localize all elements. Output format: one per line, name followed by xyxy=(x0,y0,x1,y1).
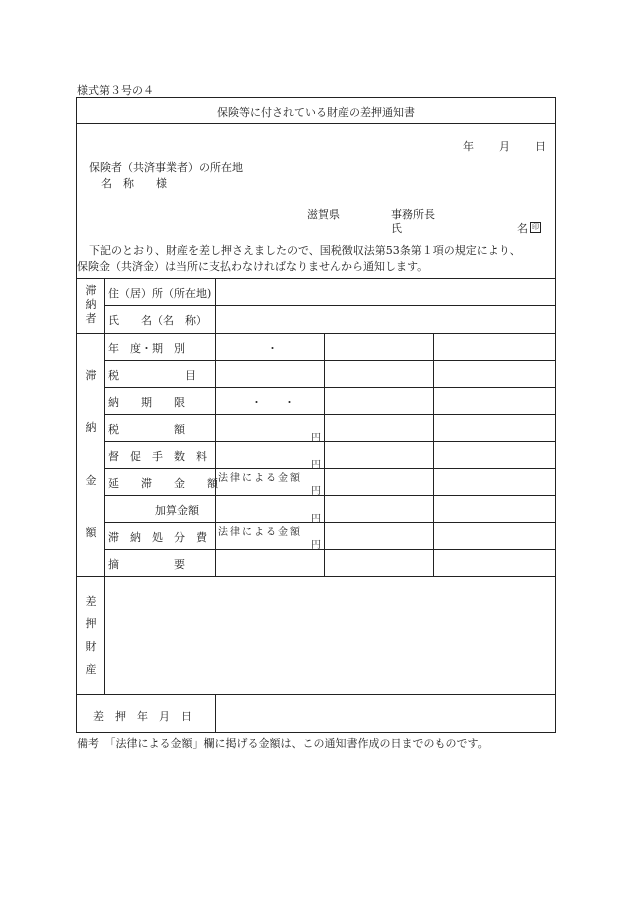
rule-label-col xyxy=(104,278,105,576)
additional-tax-yen: 円 xyxy=(311,514,321,525)
row-due-date-label: 納 期 限 xyxy=(108,396,185,409)
rule-r7 xyxy=(105,522,555,523)
row-additional-tax-label: 加算金額 xyxy=(155,504,199,517)
rule-property-top xyxy=(77,576,555,577)
delinquent-name-label: 氏 名（名 称） xyxy=(108,314,207,327)
seized-property-label-3: 財 xyxy=(85,640,97,653)
rule-delinquent-top xyxy=(77,278,555,279)
recipient-name-label: 名 称 様 xyxy=(101,177,167,190)
period-value: ・ xyxy=(267,342,278,355)
due-date-value: ・ ・ xyxy=(251,396,295,409)
rule-r4 xyxy=(105,441,555,442)
row-tax-item-label: 税 目 xyxy=(108,369,196,382)
date-day: 日 xyxy=(535,140,546,153)
row-period-label: 年 度・期 別 xyxy=(108,342,185,355)
amount-label-4: 額 xyxy=(85,526,97,539)
body-text-line2: 保険金（共済金）は当所に支払わなければなりませんから通知します。 xyxy=(77,260,429,273)
amount-label-1: 滞 xyxy=(85,369,97,382)
row-tax-amount-label: 税 額 xyxy=(108,423,185,436)
row-late-interest-label: 延 滞 金 額 xyxy=(108,477,218,490)
rule-seizure-date-top xyxy=(77,694,555,695)
delinquent-label: 滞 納 者 xyxy=(85,284,97,325)
issuer-office-head: 事務所長 xyxy=(391,208,435,221)
issuer-surname-char: 氏 xyxy=(391,222,402,235)
rule-r1 xyxy=(105,360,555,361)
rule-r3 xyxy=(105,414,555,415)
rule-seizure-date-col xyxy=(215,694,216,732)
row-disposition-cost-label: 滞 納 処 分 費 xyxy=(108,531,207,544)
row-reminder-fee-label: 督 促 手 数 料 xyxy=(108,450,207,463)
seized-property-label-2: 押 xyxy=(85,617,97,630)
body-text-line1: 下記のとおり、財産を差し押さえましたので、国税徴収法第53条第１項の規定により、 xyxy=(89,244,521,257)
rule-col-2 xyxy=(324,333,325,576)
delinquent-address-label: 住（居）所（所在地) xyxy=(108,287,212,300)
date-month: 月 xyxy=(499,140,510,153)
disposition-cost-legal-amount: 法律による金額 xyxy=(218,527,302,538)
late-interest-legal-amount: 法律による金額 xyxy=(218,473,302,484)
rule-r5 xyxy=(105,468,555,469)
form-number: 様式第３号の４ xyxy=(77,84,154,97)
rule-amount-top xyxy=(77,333,555,334)
tax-amount-yen: 円 xyxy=(311,433,321,444)
late-interest-yen: 円 xyxy=(311,486,321,497)
rule-r2 xyxy=(105,387,555,388)
recipient-address-label: 保険者（共済事業者）の所在地 xyxy=(89,161,243,174)
amount-label-2: 納 xyxy=(85,421,97,434)
seizure-date-label: 差 押 年 月 日 xyxy=(93,710,192,723)
title-divider xyxy=(77,123,555,124)
rule-item-col xyxy=(215,278,216,576)
issuer-prefecture: 滋賀県 xyxy=(307,208,340,221)
seized-property-label-4: 産 xyxy=(85,663,97,676)
amount-label-3: 金 xyxy=(85,474,97,487)
rule-r8 xyxy=(105,549,555,550)
seized-property-label-1: 差 xyxy=(85,595,97,608)
rule-col-3 xyxy=(433,333,434,576)
rule-delinquent-mid xyxy=(105,305,555,306)
form-title: 保険等に付されている財産の差押通知書 xyxy=(217,106,415,119)
date-year: 年 xyxy=(463,140,474,153)
seal-mark: 印 xyxy=(532,223,539,231)
footnote: 備考 「法律による金額」欄に掲げる金額は、この通知書作成の日までのものです。 xyxy=(77,737,489,750)
rule-property-label-col xyxy=(104,576,105,694)
issuer-name-char: 名 xyxy=(517,222,528,235)
seizure-notice-form xyxy=(76,97,556,733)
reminder-fee-yen: 円 xyxy=(311,460,321,471)
row-remarks-label: 摘 要 xyxy=(108,558,185,571)
disposition-cost-yen: 円 xyxy=(311,540,321,551)
rule-r6 xyxy=(105,495,555,496)
